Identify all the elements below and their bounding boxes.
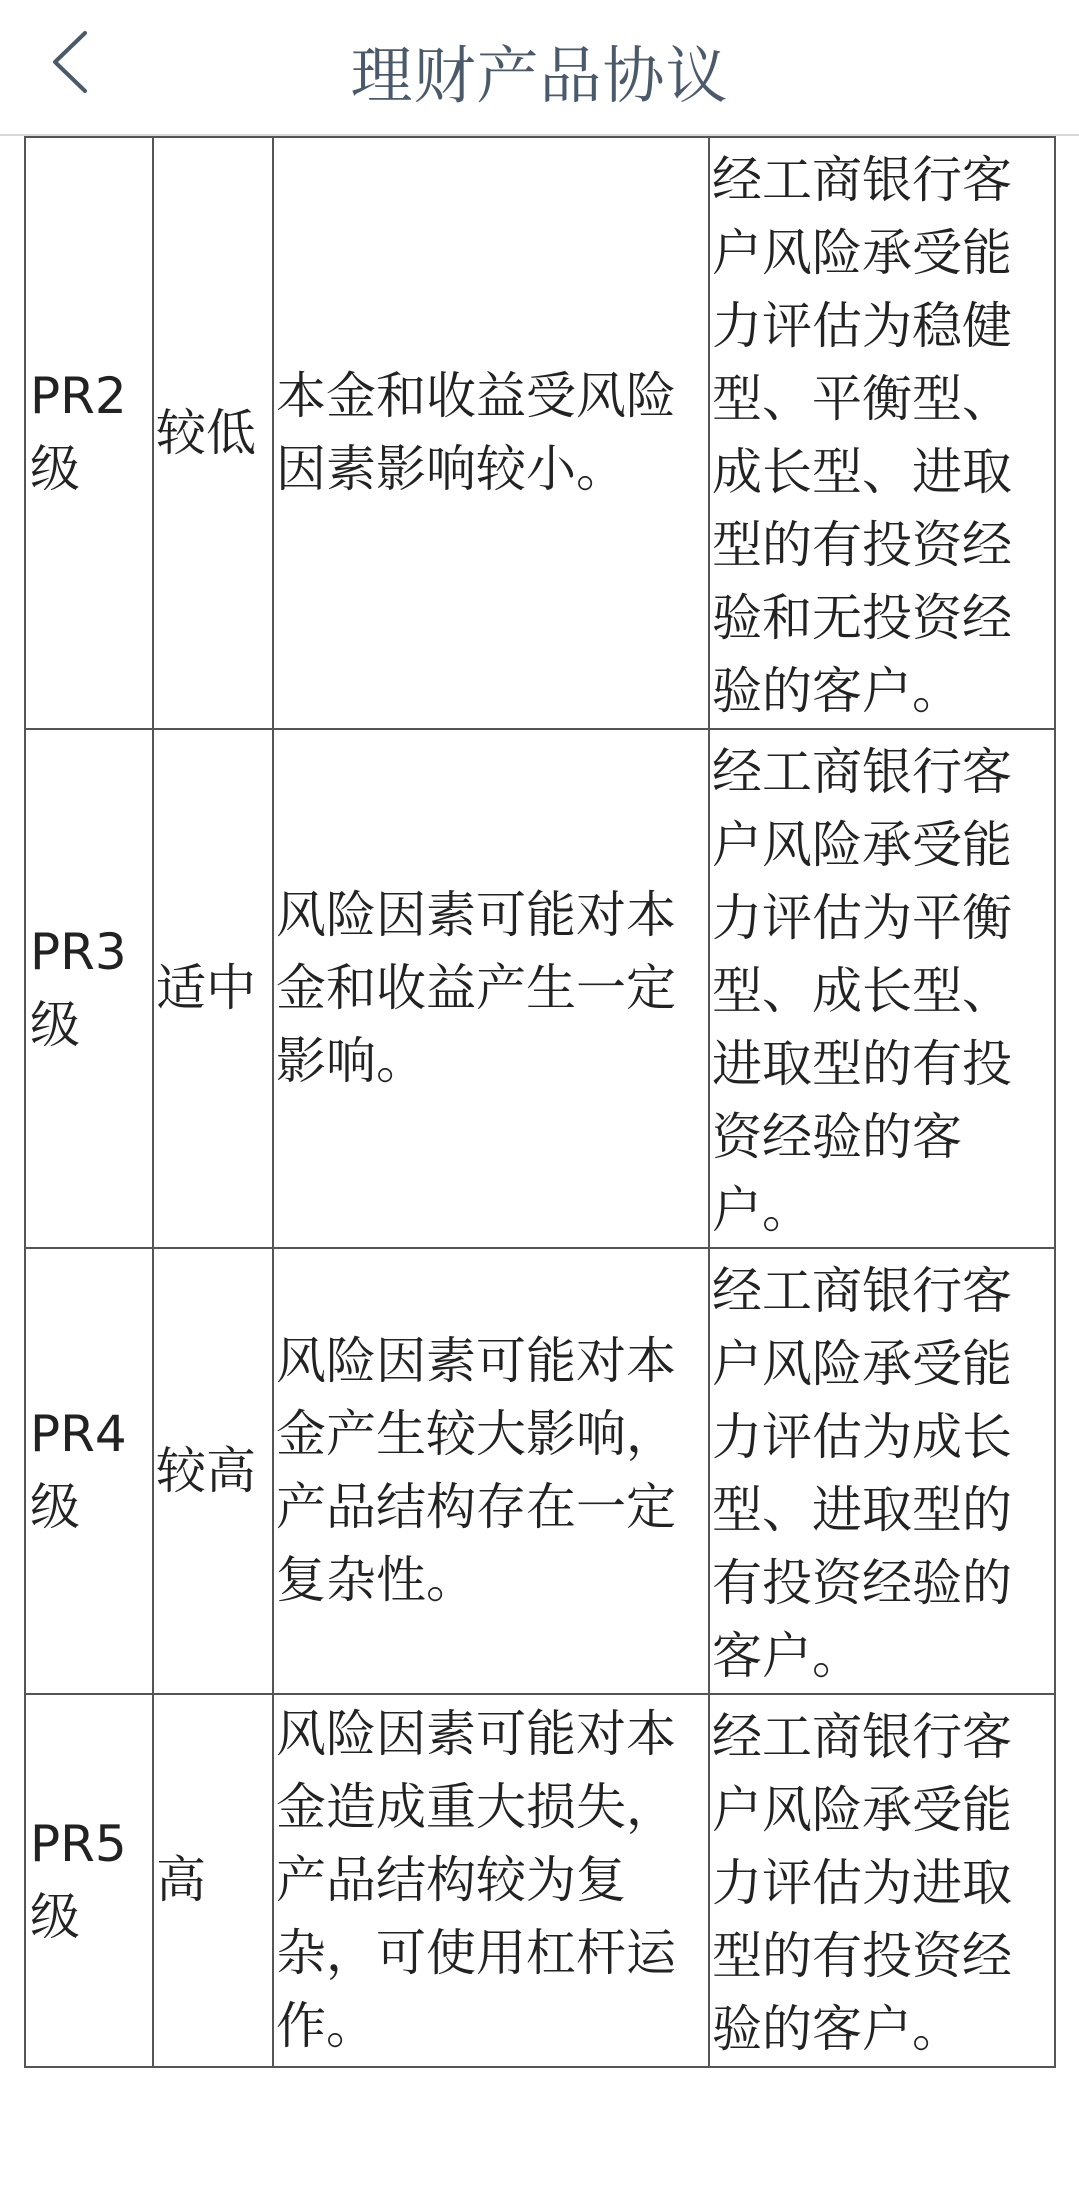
table-cell-level: PR4级 (25, 1248, 153, 1694)
table-row (25, 1694, 1055, 2067)
table-cell-level: PR3级 (25, 729, 153, 1248)
table-cell-investor: 经工商银行客户风险承受能力评估为稳健型、平衡型、成长型、进取型的有投资经验和无投资经验的客户。 (709, 137, 1055, 729)
risk-level-table-wrapper (24, 24, 1054, 2068)
table-row (25, 729, 1055, 1248)
table-cell-investor: 经工商银行客户风险承受能力评估为平衡型、成长型、进取型的有投资经验的客户。 (709, 729, 1055, 1248)
table-cell-level: PR5级 (25, 1694, 153, 2067)
table-cell-risk: 较低 (153, 137, 273, 729)
table-row (25, 1248, 1055, 1694)
table-cell-risk: 高 (153, 1694, 273, 2067)
navigation-bar (0, 0, 1079, 136)
table-cell-description: 风险因素可能对本金和收益产生一定影响。 (273, 729, 709, 1248)
agreement-content[interactable] (0, 136, 1079, 2195)
risk-level-table (24, 24, 1056, 2068)
table-cell-risk: 适中 (153, 729, 273, 1248)
page-title: 理财产品协议 (350, 39, 729, 112)
table-cell-description: 本金和收益受风险因素影响较小。 (273, 137, 709, 729)
table-cell-investor: 经工商银行客户风险承受能力评估为成长型、进取型的有投资经验的客户。 (709, 1248, 1055, 1694)
table-cell-description: 风险因素可能对本金产生较大影响，产品结构存在一定复杂性。 (273, 1248, 709, 1694)
table-row (25, 137, 1055, 729)
table-cell-risk: 较高 (153, 1248, 273, 1694)
table-cell-investor: 经工商银行客户风险承受能力评估为进取型的有投资经验的客户。 (709, 1694, 1055, 2067)
table-cell-description: 风险因素可能对本金造成重大损失，产品结构较为复杂，可使用杠杆运作。 (273, 1694, 709, 2067)
table-cell-level: PR2级 (25, 137, 153, 729)
